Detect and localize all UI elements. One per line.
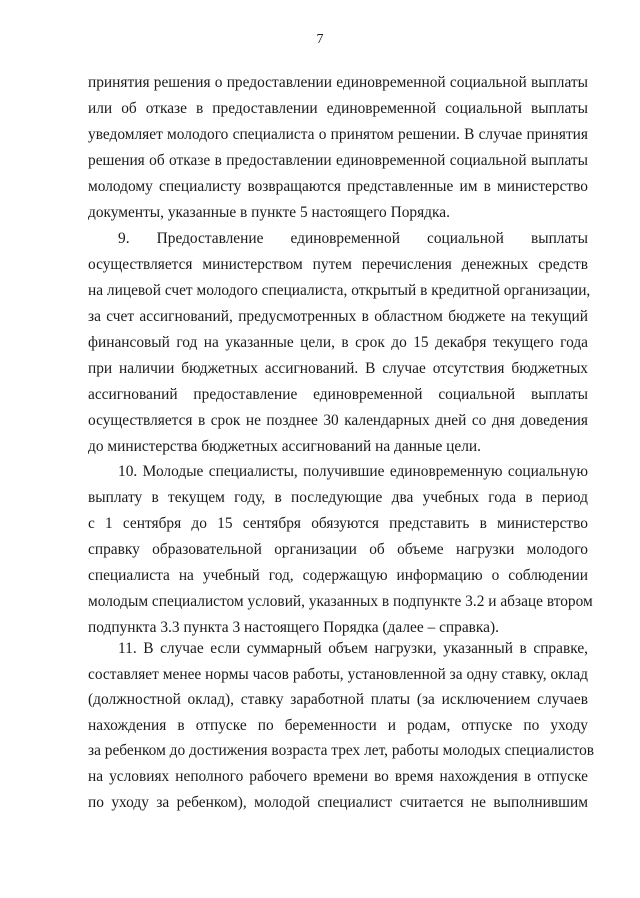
text-line: осуществляется в срок не позднее 30 календарных дней со дня доведения xyxy=(88,412,588,429)
text-line: с 1 сентября до 15 сентября обязуются представить в министерство xyxy=(88,515,588,532)
text-line: принятия решения о предоставлении единовременной социальной выплаты xyxy=(88,74,588,91)
paragraph-clause-10 xyxy=(88,459,593,641)
text-line: до министерства бюджетных ассигнований на данные цели. xyxy=(88,438,482,455)
text-line: выплату в текущем году, в последующие два учебных года в период xyxy=(88,489,588,506)
text-line: (должностной оклад), ставку заработной платы (за исключением случаев xyxy=(88,691,588,709)
text-line: подпункта 3.3 пункта 3 настоящего Порядка (далее – справка). xyxy=(88,619,499,636)
text-line: финансовый год на указанные цели, в срок до 15 декабря текущего года xyxy=(88,334,588,351)
text-line: по уходу за ребенком), молодой специалист считается не выполнившим xyxy=(88,793,588,811)
text-line: молодому специалисту возвращаются представленные им в министерство xyxy=(88,178,588,195)
text-line: уведомляет молодого специалиста о принятом решении. В случае принятия xyxy=(88,126,588,143)
text-line: нахождения в отпуске по беременности и родам, отпуске по уходу xyxy=(88,716,588,734)
text-line: специалиста на учебный год, содержащую информацию о соблюдении xyxy=(88,567,588,584)
page-number: 7 xyxy=(316,32,324,47)
text-line: за ребенком до достижения возраста трех лет, работы молодых специалистов xyxy=(88,742,595,760)
text-line: на лицевой счет молодого специалиста, открытый в кредитной организации, xyxy=(88,282,591,299)
text-line: составляет менее нормы часов работы, установленной за одну ставку, оклад xyxy=(88,665,588,683)
text-line: справку образовательной организации об объеме нагрузки молодого xyxy=(88,541,588,558)
text-line: осуществляется министерством путем перечисления денежных средств xyxy=(88,256,588,273)
text-line: или об отказе в предоставлении единовременной социальной выплаты xyxy=(88,100,588,117)
text-line: 11. В случае если суммарный объем нагрузки, указанный в справке, xyxy=(118,640,588,657)
text-line: ассигнований предоставление единовременной социальной выплаты xyxy=(88,386,588,403)
text-line: решения об отказе в предоставлении единовременной социальной выплаты xyxy=(88,152,588,169)
text-line: при наличии бюджетных ассигнований. В случае отсутствия бюджетных xyxy=(88,360,588,377)
paragraph-continuation xyxy=(88,70,588,226)
paragraph-clause-9 xyxy=(88,226,591,460)
text-line: молодым специалистом условий, указанных в подпункте 3.2 и абзаце втором xyxy=(88,593,593,610)
paragraph-clause-11 xyxy=(88,636,595,815)
text-line: 9. Предоставление единовременной социальной выплаты xyxy=(118,230,588,247)
text-line: 10. Молодые специалисты, получившие единовременную социальную xyxy=(118,463,588,480)
text-line: за счет ассигнований, предусмотренных в областном бюджете на текущий xyxy=(88,308,588,325)
text-line: документы, указанные в пункте 5 настоящего Порядка. xyxy=(88,204,450,221)
text-line: на условиях неполного рабочего времени во время нахождения в отпуске xyxy=(88,767,588,785)
